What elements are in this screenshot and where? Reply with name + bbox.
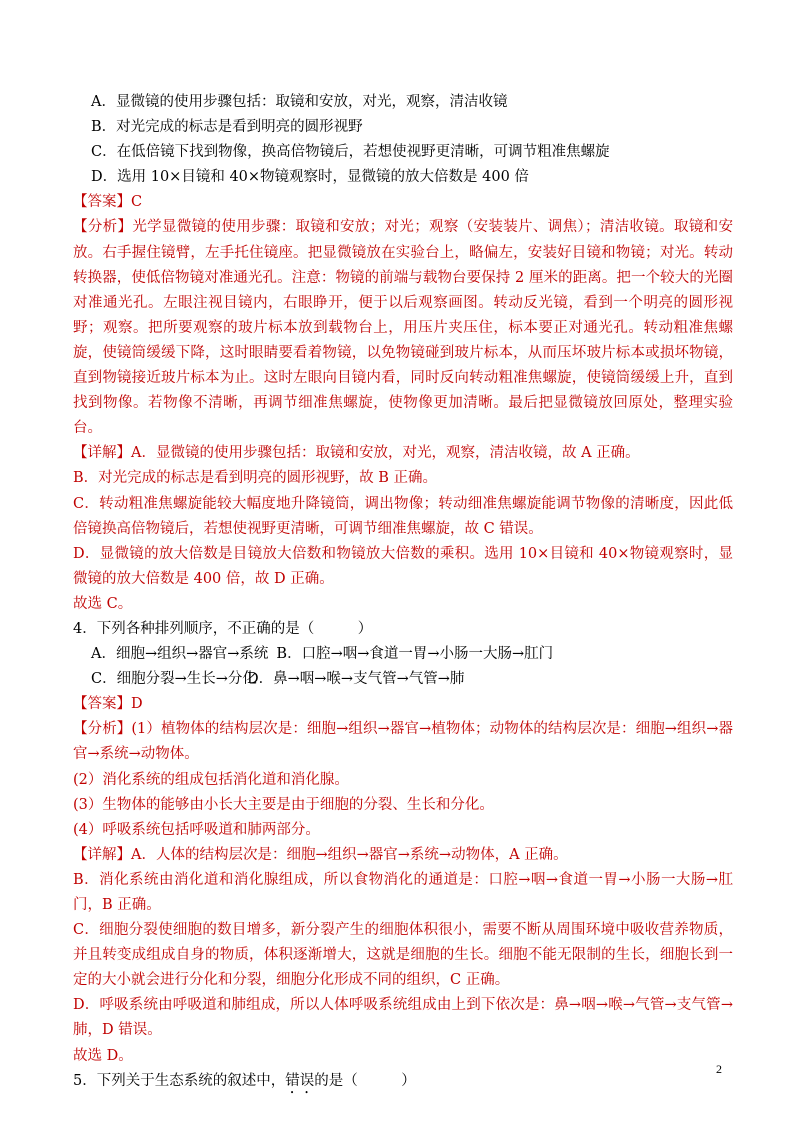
q4-detail-b: B．消化系统由消化道和消化腺组成，所以食物消化的通道是：口腔→咽→食道一胃→小肠一大肠→肛门，B 正确。 (73, 871, 733, 913)
answer-value: C (131, 194, 143, 211)
q4-stem: 4．下列各种排列顺序，不正确的是（ ） (73, 620, 373, 637)
q5-stem-emphasis: 错误 (285, 1072, 315, 1089)
q4-option-b: B．口腔→咽→食道一胃→小肠一大肠→肛门 (276, 646, 554, 663)
detail-a-text: A．显微镜的使用步骤包括：取镜和安放，对光，观察，清洁收镜，故 A 正确。 (131, 445, 640, 462)
q3-option-d: D．选用 10×目镜和 40×物镜观察时，显微镜的放大倍数是 400 倍 (91, 169, 529, 186)
q4-options-row-1 (73, 642, 733, 667)
q3-detail-c: C．转动粗准焦螺旋能较大幅度地升降镜筒，调出物像；转动细准焦螺旋能调节物像的清晰度，因此低倍镜换高倍物镜后，若想使视野更清晰，可调节细准焦螺旋，故 C 错误。 (73, 495, 733, 537)
analysis-1-text: (1）植物体的结构层次是：细胞→组织→器官→植物体；动物体的结构层次是：细胞→组织→器官→系统→动物体。 (73, 721, 733, 763)
q5-stem-before: 5．下列关于生态系统的叙述中， (73, 1072, 286, 1089)
detail-a-text: A．人体的结构层次是：细胞→组织→器官→系统→动物体，A 正确。 (131, 846, 568, 863)
q4-options-row-2 (73, 667, 733, 692)
q3-answer (73, 190, 733, 215)
q4-conclusion: 故选 D。 (73, 1047, 133, 1064)
q4-option-c: C．细胞分裂→生长→分化 (91, 671, 257, 688)
q4-detail-c: C．细胞分裂使细胞的数目增多，新分裂产生的细胞体积很小，需要不断从周围环境中吸收营养物质，并且转变成组成自身的物质，体积逐渐增大，这就是细胞的生长。细胞不能无限制的生长，细胞长到一定的大小就会进行分化和分裂，细胞分化形成不同的组织，C 正确。 (73, 922, 733, 989)
q3-option-c: C．在低倍镜下找到物像，换高倍物镜后，若想使视野更清晰，可调节粗准焦螺旋 (91, 144, 610, 161)
page-content (73, 90, 733, 1094)
q3-conclusion: 故选 C。 (73, 595, 133, 612)
detail-label: 【详解】 (73, 445, 131, 462)
q4-analysis-1 (73, 717, 733, 767)
q4-answer (73, 692, 733, 717)
q3-detail-a (73, 441, 733, 466)
q4-detail-a (73, 843, 733, 868)
q4-detail-d: D．呼吸系统由呼吸道和肺组成，所以人体呼吸系统组成由上到下依次是：鼻→咽→喉→气管→支气管→肺，D 错误。 (73, 997, 733, 1039)
analysis-text: 光学显微镜的使用步骤：取镜和安放；对光；观察（安装装片、调焦）；清洁收镜。取镜和安放。右手握住镜臂，左手托住镜座。把显微镜放在实验台上，略偏左，安装好目镜和物镜；对光。转动转换器，使低倍物镜对准通光孔。注意：物镜的前端与载物台要保持 2 厘米的距离。把一个较大的光圈对准通光孔。左眼注视目镜内，右眼睁开，便于以后观察画图。转动反光镜，看到一个明亮的圆形视野；观察。把所要观察的玻片标本放到载物台上，用压片夹压住，标本要正对通光孔。转动粗准焦螺旋，使镜筒缓缓下降，这时眼睛要看着物镜，以免物镜碰到玻片标本，从而压坏玻片标本或损坏物镜，直到物镜接近玻片标本为止。这时左眼向目镜内看，同时反向转动粗准焦螺旋，使镜筒缓缓上升，直到找到物像。若物像不清晰，再调节细准焦螺旋，使物像更加清晰。最后把显微镜放回原处，整理实验台。 (73, 219, 733, 437)
answer-label: 【答案】 (73, 194, 131, 211)
q4-option-d: D．鼻→咽→喉→支气管→气管→肺 (247, 671, 465, 688)
q4-option-a: A．细胞→组织→器官→系统 (91, 646, 269, 663)
q5-stem-after: 的是（ ） (314, 1072, 416, 1089)
analysis-label: 【分析】 (73, 721, 132, 738)
q3-option-a: A．显微镜的使用步骤包括：取镜和安放，对光，观察，清洁收镜 (91, 94, 508, 110)
answer-label: 【答案】 (73, 696, 131, 713)
page-number: 2 (716, 1062, 722, 1076)
q4-analysis-2: (2）消化系统的组成包括消化道和消化腺。 (73, 771, 349, 788)
q3-detail-d: D．显微镜的放大倍数是目镜放大倍数和物镜放大倍数的乘积。选用 10×目镜和 40×物镜观察时，显微镜的放大倍数是 400 倍，故 D 正确。 (73, 545, 733, 587)
q5-stem (73, 1069, 733, 1094)
answer-value: D (131, 696, 143, 713)
detail-label: 【详解】 (73, 846, 131, 863)
q4-analysis-4: (4）呼吸系统包括呼吸道和肺两部分。 (73, 821, 320, 838)
q4-analysis-3: (3）生物体的能够由小长大主要是由于细胞的分裂、生长和分化。 (73, 796, 494, 813)
analysis-label: 【分析】 (73, 219, 133, 236)
q3-detail-b: B．对光完成的标志是看到明亮的圆形视野，故 B 正确。 (73, 470, 438, 487)
q3-analysis (73, 215, 733, 441)
q3-option-b: B．对光完成的标志是看到明亮的圆形视野 (91, 119, 363, 136)
